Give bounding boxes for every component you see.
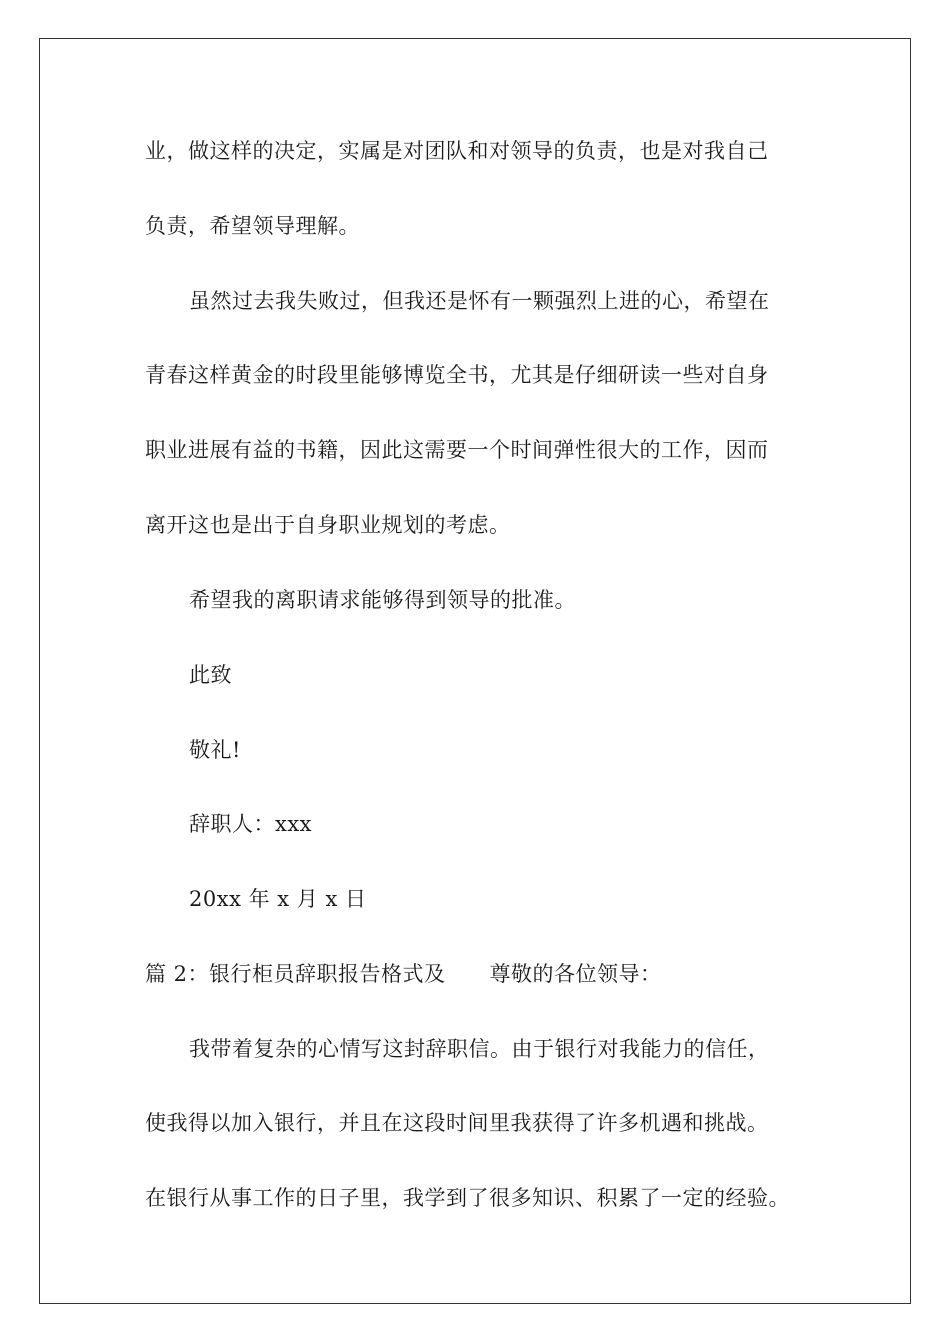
- paragraph-line: 离开这也是出于自身职业规划的考虑。: [145, 513, 511, 537]
- section-heading-row: [145, 960, 662, 988]
- paragraph-line: 业，做这样的决定，实属是对团队和对领导的负责，也是对我自己: [145, 139, 769, 163]
- closing-salute: 敬礼!: [189, 738, 241, 762]
- paragraph-line: 青春这样黄金的时段里能够博览全书，尤其是仔细研读一些对自身: [145, 363, 769, 387]
- paragraph-line: 希望我的离职请求能够得到领导的批准。: [189, 588, 576, 612]
- paragraph-line: 负责，希望领导理解。: [145, 214, 360, 238]
- paragraph-line: 我带着复杂的心情写这封辞职信。由于银行对我能力的信任，: [189, 1037, 770, 1061]
- date-line: 20xx 年 x 月 x 日: [189, 887, 367, 911]
- section-heading: 篇 2：银行柜员辞职报告格式及: [145, 962, 446, 986]
- paragraph-line: 职业进展有益的书籍，因此这需要一个时间弹性很大的工作，因而: [145, 438, 769, 462]
- signatory: 辞职人：xxx: [189, 812, 313, 836]
- salutation: 尊敬的各位领导：: [489, 962, 662, 986]
- closing-phrase: 此致: [189, 663, 232, 687]
- paragraph-line: 虽然过去我失败过，但我还是怀有一颗强烈上进的心，希望在: [189, 289, 770, 313]
- paragraph-line: 使我得以加入银行，并且在这段时间里我获得了许多机遇和挑战。: [145, 1111, 769, 1135]
- paragraph-line: 在银行从事工作的日子里，我学到了很多知识、积累了一定的经验。: [145, 1186, 790, 1210]
